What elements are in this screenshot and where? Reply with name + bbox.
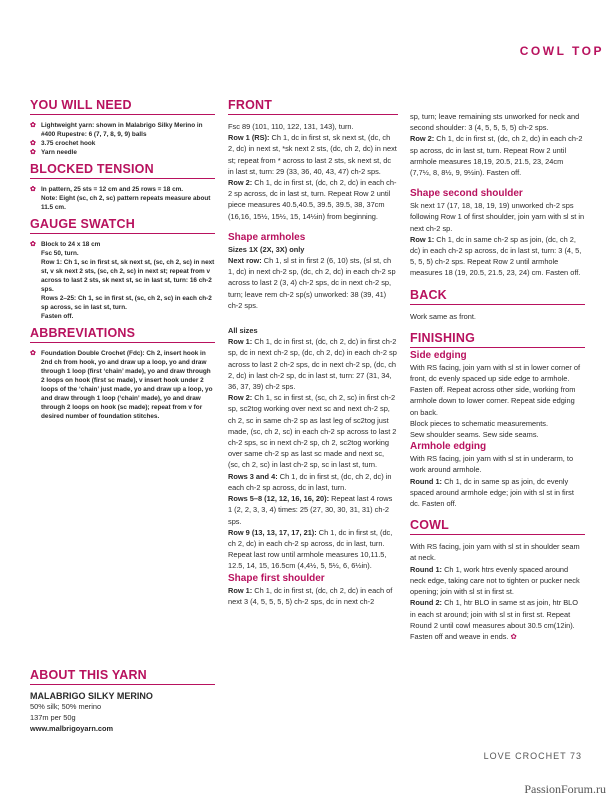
- heading-rule: [228, 114, 398, 115]
- armholes-sizes: Sizes 1X (2X, 3X) only: [228, 244, 305, 254]
- page-header: COWL TOP: [519, 44, 604, 58]
- flower-icon: ✿: [30, 140, 36, 147]
- all-sizes-label: All sizes: [228, 326, 258, 336]
- page-footer: [484, 751, 582, 761]
- gauge-swatch-heading: GAUGE SWATCH: [30, 217, 135, 231]
- cowl-intro: With RS facing, join yarn with sl st in shoulder seam at neck.: [410, 542, 580, 563]
- page-number: 73: [569, 751, 582, 761]
- first-shoulder-heading: Shape first shoulder: [228, 572, 325, 584]
- about-yarn-heading: ABOUT THIS YARN: [30, 668, 147, 682]
- seams-text: Sew shoulder seams. Sew side seams.: [410, 430, 539, 440]
- swatch-line: Rows 2–25: Ch 1, sc in first st, (sc, ch 2, sc) in each ch-2 sp across, sc in last st, turn.: [41, 295, 212, 311]
- about-yarn: [30, 668, 215, 734]
- materials-list: [30, 121, 215, 157]
- column-right: [410, 111, 585, 642]
- yarn-website: www.malbrigoyarn.com: [30, 724, 114, 733]
- list-item: ✿ Foundation Double Crochet (Fdc): Ch 2, insert hook in 2nd ch from hook, yo and draw up a loop, yo and draw through 1 loop (first ‘chain’ made), yo and draw through 2 loops on hook (first sc made), v insert hook under 2 loops of the ‘chain’ just made, yo and draw up a loop, yo and draw through 1 loop (‘chain’ made), yo and draw through 2 loops on hook (sc made); repeat from v for desired number of foundation stitches.: [30, 350, 213, 420]
- armhole-edging-text: With RS facing, join yarn with sl st in underarm, to work around armhole.: [410, 454, 574, 475]
- back-text: Work same as front.: [410, 311, 476, 321]
- armholes-row9: Row 9 (13, 13, 17, 17, 21): Ch 1, dc in first st, (dc, ch 2, dc) in each ch-2 sp across, dc in last, turn. Repeat last row until armhole measures 10,11.5, 12.5, 14, 15, 16.5cm (4,4½, 5, 5½, 6, 6½in).: [228, 527, 393, 571]
- armholes-heading: Shape armholes: [228, 231, 306, 243]
- armhole-edging-round1: Round 1: Ch 1, dc in same sp as join, dc evenly spaced around armhole edge; join with sl st in first dc. Fasten off.: [410, 476, 574, 509]
- yarn-fibre: 50% silk; 50% merino: [30, 702, 102, 711]
- heading-rule: [30, 342, 215, 343]
- swatch-line: Fasten off.: [41, 313, 74, 320]
- front-heading: FRONT: [228, 98, 273, 112]
- front-fsc: Fsc 89 (101, 110, 122, 131, 143), turn.: [228, 122, 354, 131]
- second-shoulder-heading: Shape second shoulder: [410, 188, 523, 200]
- first-shoulder-row2: Row 2: Ch 1, dc in first st, (dc, ch 2, dc) in each ch-2 sp across, dc in last st, turn. Repeat Row 2 until armhole measures 18,19, 20.5, 21.5, 23, 24cm (7,7½, 8, 8½, 9, 9½in). Fasten off.: [410, 134, 583, 178]
- column-left: [30, 98, 215, 421]
- armholes-next-row: Next row: Ch 1, sl st in first 2 (6, 10) sts, (sl st, ch 1, dc) in next ch-2 sp, (dc, ch 2, dc) in each ch-2 sp across to last 2 (3, 4) ch-2 sps, dc in next ch-2 sp, turn; leave rem ch-2 sp(s) unworked: 38 (39, 41) ch-2 sps.: [228, 256, 396, 310]
- list-item: ✿ 3.75 crochet hook: [30, 140, 96, 147]
- watermark: PassionForum.ru: [524, 782, 606, 796]
- yarn-brand: MALABRIGO SILKY MERINO: [30, 691, 153, 701]
- flower-icon: ✿: [30, 186, 36, 193]
- heading-rule: [410, 347, 585, 348]
- list-item: ✿ Block to 24 x 18 cm Fsc 50, turn. Row 1: Ch 1, sc in first st, sk next st, (sc, ch 2, sc) in next st, v sk next 2 sts, (sc, ch 2, sc) in next st; repeat from v across to last 2 sts, sk next st, sc in last st, turn: 16 ch-2 sps. Rows 2–25: Ch 1, sc in first st, (sc, ch 2, sc) in each ch-2 sp across, sc in last st, turn. Fasten off.: [30, 241, 215, 320]
- armhole-edging-heading: Armhole edging: [410, 441, 487, 453]
- heading-rule: [30, 114, 215, 115]
- heading-rule: [410, 534, 585, 535]
- list-item: ✿ Lightweight yarn: shown in Malabrigo Silky Merino in #400 Rupestre: 6 (7, 7, 8, 9, 9) balls: [30, 122, 203, 138]
- swatch-line: Fsc 50, turn.: [41, 250, 79, 257]
- flower-icon: ✿: [30, 149, 36, 156]
- flower-icon: ✿: [30, 122, 36, 129]
- swatch-list: [30, 240, 215, 321]
- armholes-rows-5-8: Rows 5–8 (12, 12, 16, 16, 20): Repeat last 4 rows 1 (2, 2, 3, 3, 4) times: 25 (27, 30, 30, 31, 31) ch-2 sps.: [228, 494, 393, 526]
- magazine-name: LOVE CROCHET: [483, 751, 567, 761]
- heading-rule: [30, 178, 215, 179]
- you-will-need-heading: YOU WILL NEED: [30, 98, 132, 112]
- armholes-rows-3-4: Rows 3 and 4: Ch 1, dc in first st, (dc, ch 2, dc) in each ch-2 sp across, dc in last, turn.: [228, 471, 392, 492]
- second-shoulder-text: Sk next 17 (17, 18, 18, 19, 19) unworked ch-2 sps following Row 1 of first shoulder, join yarn with sl st in next ch-2 sp.: [410, 201, 585, 233]
- finishing-heading: FINISHING: [410, 330, 475, 345]
- yarn-length: 137m per 50g: [30, 713, 76, 722]
- cowl-round1: Round 1: Ch 1, work htrs evenly spaced around neck edge, taking care not to tighten or pucker neck opening; join with sl st in first st.: [410, 564, 580, 597]
- back-heading: BACK: [410, 287, 447, 302]
- first-shoulder-continued: sp, turn; leave remaining sts unworked for neck and second shoulder: 3 (4, 5, 5, 5, 5) ch-2 sps.: [410, 112, 580, 133]
- list-item: ✿ Yarn needle: [30, 149, 77, 156]
- flower-icon: ✿: [30, 241, 36, 248]
- tension-heading: BLOCKED TENSION: [30, 162, 154, 176]
- front-row1: Row 1 (RS): Ch 1, dc in first st, sk next st, (dc, ch 2, dc) in next st, *sk next 2 sts, (dc, ch 2, dc) in next st; repeat from * across to last 2 sts, sk next st, dc in last st, turn: 29 (33, 36, 40, 43, 47) ch-2 sps.: [228, 133, 397, 176]
- armholes-row1: Row 1: Ch 1, dc in first st, (dc, ch 2, dc) in first ch-2 sp, dc in next ch-2 sp, (dc, ch 2, dc) in each ch-2 sp across to last 2 ch-2 sps, dc in next ch-2 sp, (dc, ch 2, dc) in last ch-2 sp, dc in last st, turn: 27 (31, 34, 36, 37, 39) ch-2 sps.: [228, 337, 397, 392]
- abbreviations-heading: ABBREVIATIONS: [30, 326, 136, 340]
- cowl-heading: COWL: [410, 518, 449, 533]
- cowl-round2: Round 2: Ch 1, htr BLO in same st as join, htr BLO in each st around; join with sl st in first st. Repeat Round 2 until cowl measures about 30.5 cm(12in). Fasten off and weave in ends. ✿: [410, 598, 578, 641]
- column-middle: [228, 98, 398, 607]
- abbreviations-list: [30, 349, 215, 421]
- second-shoulder-row1: Row 1: Ch 1, dc in same ch-2 sp as join, (dc, ch 2, dc) in each ch-2 sp across, dc in last st, turn: 3 (4, 5, 5, 5, 5) ch-2 sps. Repeat Row 2 until armhole measures 18 (19, 20.5, 21.5, 23, 24) cm. Fasten off.: [410, 234, 582, 278]
- heading-rule: [30, 684, 215, 685]
- swatch-line: Row 1: Ch 1, sc in first st, sk next st, (sc, ch 2, sc) in next st, v sk next 2 sts, (sc, ch 2, sc) in next st; repeat from v across to last 2 sts, sk next st, sc in last st, turn: 16 ch-2 sps.: [41, 259, 215, 293]
- heading-rule: [410, 304, 585, 305]
- flower-icon: ✿: [510, 631, 517, 641]
- armholes-row2: Row 2: Ch 1, sc in first st, (sc, ch 2, sc) in first ch-2 sp, sc2tog working over next sc and next ch-2 sp, ch 2, sc in same ch-2 sp as last leg of sc2tog just made, (sc, ch 2, sc) in each ch-2 sp across to last 2 ch-2 sps, sc in next ch-2 sp, ch 2, sc2tog working over same ch-2 sp as last sc made and next sc, (sc, ch 2, sc) in last ch-2 sp, sc in last st, turn.: [228, 393, 397, 470]
- heading-rule: [30, 233, 215, 234]
- tension-list: [30, 185, 215, 212]
- block-text: Block pieces to schematic measurements.: [410, 418, 549, 428]
- flower-icon: ✿: [30, 350, 36, 357]
- first-shoulder-row1: Row 1: Ch 1, dc in first st, (dc, ch 2, dc) in each of next 3 (4, 5, 5, 5, 5) ch-2 sps, dc in next ch-2: [228, 585, 393, 606]
- front-row2: Row 2: Ch 1, dc in first st, (dc, ch 2, dc) in each ch-2 sp across, dc in last st, turn. Repeat Row 2 until piece measures 40.5,40.5, 39.5, 39.5, 38, 37cm (16,16, 15½, 15½, 15, 14½in) from beginning.: [228, 178, 397, 221]
- list-item: ✿ In pattern, 25 sts = 12 cm and 25 rows = 18 cm. Note: Eight (sc, ch 2, sc) pattern repeats measure about 11.5 cm.: [30, 186, 211, 211]
- side-edging-heading: Side edging: [410, 349, 467, 361]
- side-edging-text: With RS facing, join yarn with sl st in lower corner of front, dc evenly spaced up side edge to armhole. Fasten off. Repeat across other side, working from armhole down to lower corner. Repeat side edging on back.: [410, 362, 581, 417]
